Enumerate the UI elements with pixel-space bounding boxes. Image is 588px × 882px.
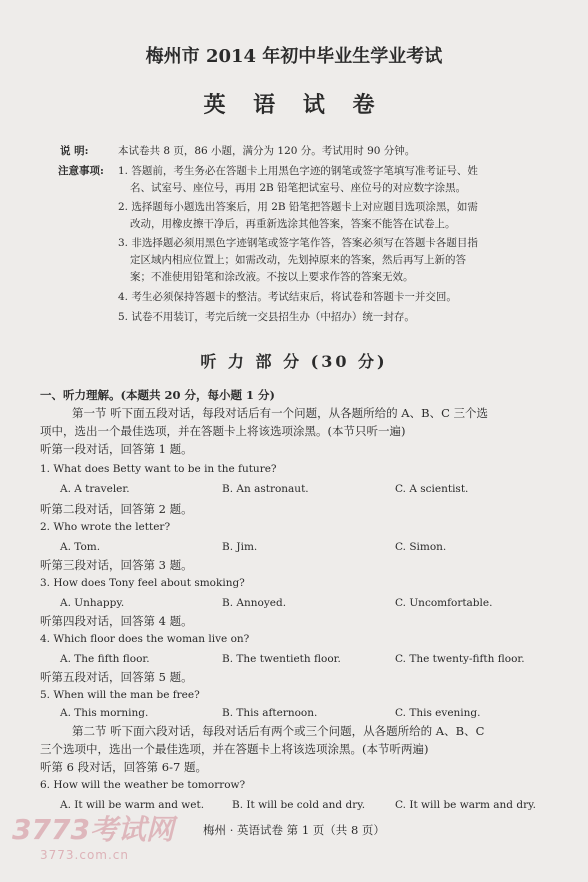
option-c: C. This evening. (395, 707, 481, 719)
attention-item: 改动，用橡皮擦干净后，再重新选涂其他答案，答案不能答在试卷上。 (130, 218, 456, 230)
question-intro: 听第三段对话，回答第 3 题。 (40, 558, 193, 572)
option-c: C. A scientist. (395, 483, 469, 495)
option-b: B. An astronaut. (222, 483, 309, 495)
option-a: A. Tom. (60, 541, 101, 553)
exam-subtitle: 英 语 试 卷 (203, 92, 385, 118)
part2-instructions: 三个选项中，选出一个最佳选项，并在答题卡上将该选项涂黑。(本节听两遍) (40, 742, 429, 756)
watermark-logo: 3773考试网 (12, 813, 174, 846)
part1-instructions: 项中，选出一个最佳选项，并在答题卡上将该选项涂黑。(本节只听一遍) (40, 424, 406, 438)
question-text: 3. How does Tony feel about smoking? (40, 577, 245, 589)
option-c: C. Uncomfortable. (395, 597, 493, 609)
exam-title: 梅州市 2014 年初中毕业生学业考试 (145, 46, 443, 67)
question-text: 1. What does Betty want to be in the future? (40, 463, 277, 475)
attention-item: 2. 选择题每小题选出答案后，用 2B 铅笔把答题卡上对应题目选项涂黑，如需 (118, 201, 478, 213)
option-a: A. A traveler. (60, 483, 130, 495)
attention-item: 3. 非选择题必须用黑色字迹钢笔或签字笔作答，答案必须写在答题卡各题目指 (118, 237, 478, 249)
option-b: B. This afternoon. (222, 707, 318, 719)
question-intro: 听第二段对话，回答第 2 题。 (40, 502, 193, 516)
option-a: A. The fifth floor. (60, 653, 150, 665)
part1-instructions: 第一节 听下面五段对话，每段对话后有一个问题，从各题所给的 A、B、C 三个选 (72, 406, 489, 420)
question-text: 5. When will the man be free? (40, 689, 200, 701)
attention-label: 注意事项: (58, 165, 104, 177)
option-a: A. This morning. (60, 707, 149, 719)
question-intro: 听第一段对话，回答第 1 题。 (40, 442, 193, 456)
option-c: C. The twenty-fifth floor. (395, 653, 525, 665)
option-b: B. Annoyed. (222, 597, 287, 609)
attention-item: 1. 答题前，考生务必在答题卡上用黑色字迹的钢笔或签字笔填写准考证号、姓 (118, 165, 478, 177)
option-c: C. Simon. (395, 541, 447, 553)
attention-item: 案；不准使用铅笔和涂改液。不按以上要求作答的答案无效。 (130, 271, 414, 283)
option-b: B. Jim. (222, 541, 258, 553)
question-text: 2. Who wrote the letter? (40, 521, 171, 533)
option-c: C. It will be warm and dry. (395, 799, 536, 811)
question-intro: 听第四段对话，回答第 4 题。 (40, 614, 193, 628)
question-intro: 听第五段对话，回答第 5 题。 (40, 670, 193, 684)
page-footer: 梅州 · 英语试卷 第 1 页（共 8 页） (203, 823, 385, 837)
attention-item: 5. 试卷不用装订，考完后统一交县招生办（中招办）统一封存。 (118, 311, 415, 323)
section-title: 听 力 部 分 (30 分) (200, 352, 388, 371)
option-b: B. It will be cold and dry. (232, 799, 366, 811)
part1-heading: 一、听力理解。(本题共 20 分，每小题 1 分) (40, 388, 275, 402)
attention-item: 定区域内相应位置上；如需改动，先划掉原来的答案，然后再写上新的答 (130, 254, 466, 266)
option-b: B. The twentieth floor. (222, 653, 341, 665)
note-label: 说 明: (60, 145, 89, 157)
question-intro: 听第 6 段对话，回答第 6-7 题。 (40, 760, 207, 774)
note-text: 本试卷共 8 页，86 小题，满分为 120 分。考试用时 90 分钟。 (118, 145, 416, 157)
part2-instructions: 第二节 听下面六段对话，每段对话后有两个或三个问题，从各题所给的 A、B、C (72, 724, 485, 738)
question-text: 6. How will the weather be tomorrow? (40, 779, 246, 791)
attention-item: 4. 考生必须保持答题卡的整洁。考试结束后，将试卷和答题卡一并交回。 (118, 291, 457, 303)
option-a: A. It will be warm and wet. (60, 799, 205, 811)
watermark-url: 3773.com.cn (40, 848, 129, 862)
attention-item: 名、试室号、座位号，再用 2B 铅笔把试室号、座位号的对应数字涂黑。 (130, 182, 467, 194)
question-text: 4. Which floor does the woman live on? (40, 633, 250, 645)
option-a: A. Unhappy. (60, 597, 125, 609)
